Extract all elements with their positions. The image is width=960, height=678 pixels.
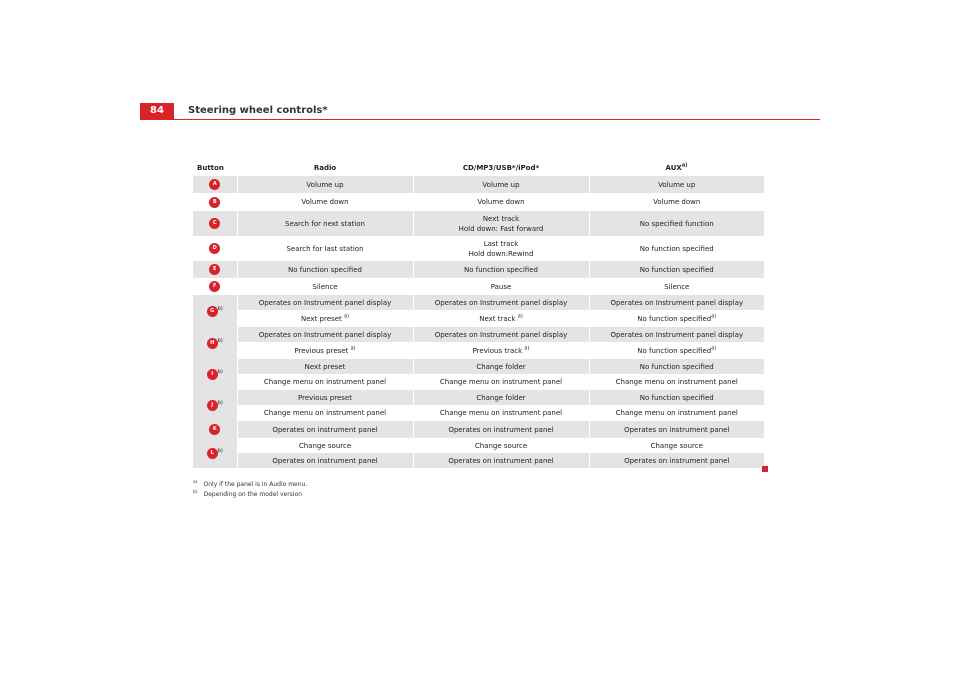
- button-cell: [193, 193, 237, 211]
- button-cell: [193, 278, 237, 295]
- button-badge-b: B: [209, 197, 220, 208]
- cell-aux: [589, 327, 764, 342]
- button-badge-h: H: [207, 338, 218, 349]
- page-header: [140, 103, 820, 119]
- cell-radio: [237, 236, 413, 261]
- cell-cd-text: Previous track: [472, 346, 525, 355]
- col-header-aux: [589, 159, 764, 176]
- cell-radio: [237, 390, 413, 405]
- header-rule: [140, 119, 820, 120]
- col-header-cd: CD/MP3/USB*/iPod*: [413, 159, 589, 176]
- button-cell: [193, 421, 237, 438]
- cell-aux-text: No function specified: [639, 393, 714, 402]
- cell-radio-text: Volume up: [306, 180, 344, 189]
- cell-cd-text: Operates on Instrument panel display: [434, 298, 568, 307]
- table-row: [193, 374, 764, 390]
- table-row: [193, 193, 764, 211]
- cell-cd: [413, 327, 589, 342]
- button-cell: [193, 261, 237, 278]
- button-cell: [193, 359, 237, 390]
- footnote-a-mark: a): [193, 480, 198, 485]
- cell-aux: [589, 278, 764, 295]
- cell-aux-text: No function specified: [639, 244, 714, 253]
- cell-cd: [413, 342, 589, 359]
- button-footnote: b): [217, 400, 223, 407]
- cell-cd-text: Last track: [483, 239, 519, 248]
- cell-radio-text: Operates on Instrument panel display: [258, 298, 392, 307]
- cell-cd-text: Volume up: [482, 180, 520, 189]
- table-row: [193, 211, 764, 236]
- table-row: [193, 310, 764, 327]
- cell-aux-text: Operates on instrument panel: [624, 425, 730, 434]
- cell-cd-text: Volume down: [477, 198, 525, 206]
- cell-aux-text: Change menu on instrument panel: [615, 378, 738, 386]
- cell-radio: [237, 261, 413, 278]
- cell-radio-text: Previous preset: [294, 346, 351, 355]
- table-row: [193, 236, 764, 261]
- cell-radio-text: Operates on Instrument panel display: [258, 330, 392, 339]
- cell-aux: [589, 295, 764, 310]
- cell-radio-text: Change source: [298, 441, 352, 450]
- cell-cd: [413, 310, 589, 327]
- button-cell: [193, 236, 237, 261]
- cell-radio: [237, 342, 413, 359]
- cell-radio: [237, 193, 413, 211]
- cell-radio: [237, 295, 413, 310]
- cell-cd-text: Change folder: [476, 362, 526, 371]
- button-cell: [193, 295, 237, 327]
- button-footnote: b): [217, 305, 223, 312]
- button-badge-f: F: [209, 281, 220, 292]
- cell-cd-text: Change folder: [476, 393, 526, 402]
- cell-cd: [413, 453, 589, 468]
- cell-cd: [413, 193, 589, 211]
- cell-cd: [413, 176, 589, 193]
- cell-cd-text: Hold down: Fast forward: [458, 224, 544, 233]
- cell-footnote: a): [343, 313, 349, 320]
- footnote-a: [193, 481, 307, 488]
- cell-aux-text: Volume up: [658, 180, 696, 189]
- cell-radio-text: Search for next station: [285, 219, 365, 228]
- table-row: [193, 405, 764, 421]
- table-row: [193, 359, 764, 374]
- col-header-button: Button: [193, 159, 237, 176]
- cell-aux-text: No function specified: [637, 314, 712, 323]
- cell-radio-text: Change menu on instrument panel: [263, 378, 387, 386]
- cell-cd-text: Hold down:Rewind: [468, 249, 534, 258]
- cell-aux: [589, 421, 764, 438]
- cell-aux: [589, 405, 764, 421]
- section-end-mark: [762, 466, 768, 472]
- page-title: Steering wheel controls*: [188, 105, 328, 116]
- button-badge-j: J: [207, 400, 218, 411]
- cell-aux: [589, 453, 764, 468]
- cell-aux: [589, 236, 764, 261]
- table-header-row: [193, 159, 764, 176]
- cell-cd-text: Next track: [482, 214, 520, 223]
- cell-aux: [589, 374, 764, 390]
- cell-cd-text: Operates on instrument panel: [448, 425, 554, 434]
- cell-aux: [589, 390, 764, 405]
- cell-aux-text: No function specified: [637, 346, 712, 355]
- table-row: [193, 327, 764, 342]
- cell-aux-text: Change menu on instrument panel: [615, 409, 738, 417]
- cell-cd: [413, 236, 589, 261]
- cell-footnote: a): [711, 313, 717, 320]
- cell-cd-text: Change menu on instrument panel: [439, 409, 563, 417]
- cell-radio-text: Search for last station: [286, 244, 364, 253]
- cell-cd: [413, 211, 589, 236]
- button-badge-a: A: [209, 179, 220, 190]
- cell-radio: [237, 453, 413, 468]
- table-row: [193, 342, 764, 359]
- cell-aux-text: No specified function: [639, 219, 714, 228]
- cell-aux-text: No function specified: [639, 362, 714, 371]
- cell-radio: [237, 310, 413, 327]
- table-row: [193, 278, 764, 295]
- cell-aux: [589, 359, 764, 374]
- button-badge-i: I: [207, 369, 218, 380]
- cell-radio-text: Silence: [312, 282, 338, 291]
- cell-radio: [237, 359, 413, 374]
- cell-aux-text: Volume down: [653, 198, 701, 206]
- cell-aux: [589, 193, 764, 211]
- cell-cd-text: Change menu on instrument panel: [439, 378, 563, 386]
- button-footnote: b): [217, 337, 223, 344]
- cell-cd-text: No function specified: [464, 265, 538, 274]
- cell-cd: [413, 261, 589, 278]
- cell-radio-text: No function specified: [288, 265, 362, 274]
- button-badge-e: E: [209, 264, 220, 275]
- cell-cd: [413, 405, 589, 421]
- controls-table: [193, 159, 764, 468]
- col-header-aux-footnote: a): [681, 162, 688, 169]
- cell-cd-text: Change source: [474, 441, 528, 450]
- table-row: [193, 421, 764, 438]
- col-header-aux-label: AUX: [665, 163, 682, 172]
- button-badge-g: G: [207, 306, 218, 317]
- cell-footnote: a): [350, 345, 356, 352]
- cell-footnote: a): [524, 345, 530, 352]
- cell-radio-text: Volume down: [301, 198, 349, 206]
- cell-aux: [589, 438, 764, 453]
- table-row: [193, 176, 764, 193]
- cell-radio: [237, 374, 413, 390]
- cell-radio-text: Operates on instrument panel: [272, 456, 378, 465]
- col-header-radio: Radio: [237, 159, 413, 176]
- cell-radio: [237, 327, 413, 342]
- cell-radio: [237, 405, 413, 421]
- cell-aux-text: Change source: [650, 441, 703, 450]
- button-footnote: b): [217, 447, 223, 454]
- cell-radio: [237, 278, 413, 295]
- button-badge-c: C: [209, 218, 220, 229]
- cell-radio: [237, 176, 413, 193]
- footnote-b-text: Depending on the model version: [203, 491, 302, 498]
- cell-footnote: a): [711, 345, 717, 352]
- cell-radio: [237, 421, 413, 438]
- button-cell: [193, 438, 237, 468]
- cell-cd: [413, 390, 589, 405]
- table-row: [193, 261, 764, 278]
- cell-aux: [589, 176, 764, 193]
- cell-cd: [413, 421, 589, 438]
- cell-radio-text: Change menu on instrument panel: [263, 409, 387, 417]
- table-row: [193, 453, 764, 468]
- cell-aux: [589, 310, 764, 327]
- table-row: [193, 390, 764, 405]
- button-cell: [193, 176, 237, 193]
- cell-aux-text: Operates on instrument panel: [624, 456, 730, 465]
- button-cell: [193, 211, 237, 236]
- cell-cd: [413, 359, 589, 374]
- button-badge-k: K: [209, 424, 220, 435]
- cell-cd-text: Operates on Instrument panel display: [434, 330, 568, 339]
- cell-radio: [237, 211, 413, 236]
- footnote-b-mark: b): [193, 490, 198, 495]
- cell-aux-text: Operates on Instrument panel display: [610, 330, 744, 339]
- cell-aux: [589, 261, 764, 278]
- cell-radio-text: Next preset: [304, 362, 346, 371]
- button-badge-d: D: [209, 243, 220, 254]
- button-footnote: b): [217, 369, 223, 376]
- cell-cd: [413, 295, 589, 310]
- cell-aux: [589, 342, 764, 359]
- cell-radio-text: Next preset: [301, 314, 344, 323]
- cell-cd-text: Operates on instrument panel: [448, 456, 554, 465]
- cell-radio-text: Operates on instrument panel: [272, 425, 378, 434]
- table-row: [193, 438, 764, 453]
- cell-cd-text: Pause: [490, 282, 512, 291]
- button-cell: [193, 390, 237, 421]
- cell-radio: [237, 438, 413, 453]
- cell-aux-text: Silence: [664, 282, 690, 291]
- cell-cd: [413, 374, 589, 390]
- cell-aux: [589, 211, 764, 236]
- cell-aux-text: Operates on Instrument panel display: [610, 298, 744, 307]
- footnote-b: [193, 491, 302, 498]
- cell-cd: [413, 278, 589, 295]
- cell-aux-text: No function specified: [639, 265, 714, 274]
- button-badge-l: L: [207, 448, 218, 459]
- cell-radio-text: Previous preset: [298, 393, 352, 402]
- cell-cd-text: Next track: [479, 314, 518, 323]
- cell-footnote: a): [517, 313, 523, 320]
- page-number: 84: [140, 103, 174, 119]
- cell-cd: [413, 438, 589, 453]
- table-row: [193, 295, 764, 310]
- button-cell: [193, 327, 237, 359]
- footnote-a-text: Only if the panel is in Audio menu.: [203, 481, 308, 488]
